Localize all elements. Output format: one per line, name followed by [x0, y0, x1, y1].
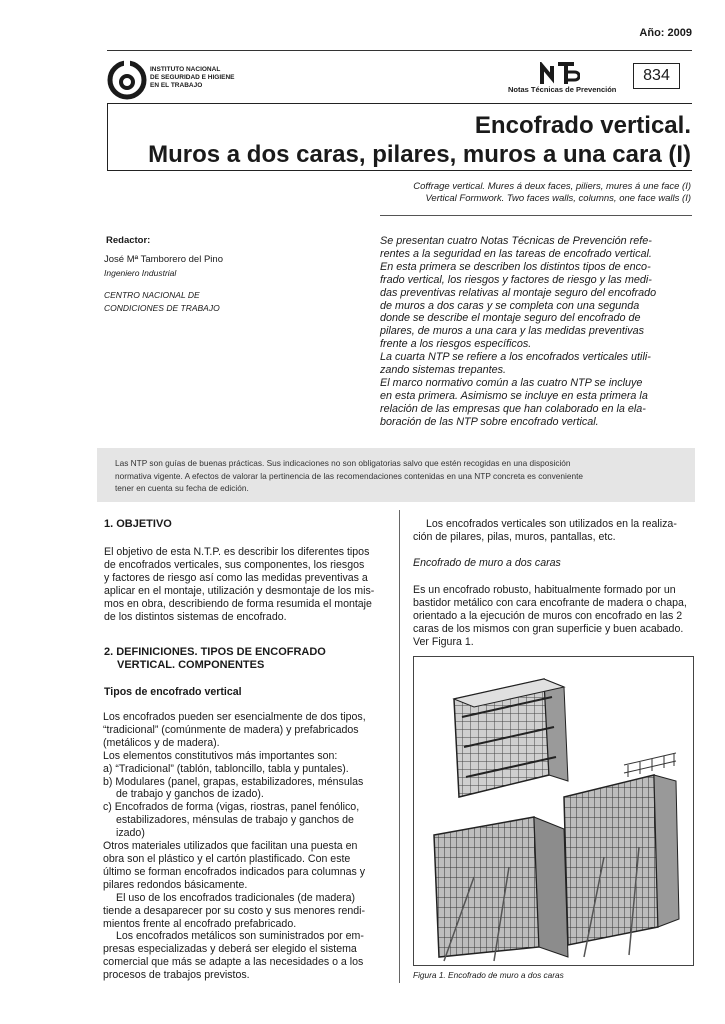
author-role: Ingeniero Industrial — [104, 268, 177, 278]
wall-formwork-subheading: Encofrado de muro a dos caras — [413, 557, 561, 569]
ntp-logo-icon — [540, 62, 580, 86]
abstract: Se presentan cuatro Notas Técnicas de Prevención refe- rentes a la seguridad en las tareas de encofrado vertical. En esta primera se describen los distintos tipos de enco- frado vertical, los riesgos y factores de riesgo y las medi- das preventivas relativas al montaje seguro del encofrado de muros a dos caras y se completa con una segunda donde se describe el montaje seguro del encofrado de pilares, de muros a una cara y las medidas preventivas frente a los riesgos específicos. La cuarta NTP se refiere a los encofrados verticales utili- zando sistemas trepantes. El marco normativo común a las cuatro NTP se incluye en esta primera. Asimismo se incluye en esta primera la relación de las empresas que han colaborado en la ela- boración de las NTP sobre encofrado vertical. — [380, 235, 657, 428]
section-2-heading: 2. DEFINICIONES. TIPOS DE ENCOFRADO VERTICAL. COMPONENTES — [104, 646, 326, 671]
institute-name: INSTITUTO NACIONAL DE SEGURIDAD E HIGIENE EN EL TRABAJO — [150, 66, 235, 89]
section-1-heading: 1. OBJETIVO — [104, 518, 172, 530]
right-intro: Los encofrados verticales son utilizados en la realiza- ción de pilares, pilas, muros, pantallas, etc. — [413, 518, 677, 543]
list-item: c) Encofrados de forma (vigas, riostras, panel fenólico, — [103, 801, 360, 814]
types-subheading: Tipos de encofrado vertical — [104, 686, 242, 698]
column-divider — [399, 510, 400, 983]
header-rule — [107, 50, 692, 51]
section-1-text: El objetivo de esta N.T.P. es describir los diferentes tipos de encofrados verticales, sus componentes, los riesgos y factores de riesgo así como las medidas preventivas a aplicar en el montaje, utilización y desmontaje de los mis- mos en obra, describiendo de forma resumida el montaje de los distintos sistemas de encofrado. — [104, 546, 375, 623]
disclaimer-notice: Las NTP son guías de buenas prácticas. Sus indicaciones no son obligatorias salvo que estén recogidas en una disposición normativa vigente. A efectos de valorar la pertinencia de las recomendaciones contenidas en una NTP concreta es conveniente tener en cuenta su fecha de edición. — [97, 448, 695, 502]
list-item: a) “Tradicional” (tablón, tabloncillo, tabla y puntales). — [103, 762, 349, 775]
ntp-label: Notas Técnicas de Prevención — [508, 85, 617, 94]
figure-1-caption: Figura 1. Encofrado de muro a dos caras — [413, 970, 564, 980]
section-2-body: Los encofrados pueden ser esencialmente de dos tipos, “tradicional” (comúnmente de madera) y prefabricados (metálicos y de madera). Los elementos constitutivos más importantes son: a) “Tradicional” (tablón, tabloncillo, tabla y puntales). b) Modulares (panel, grapas, estabilizadores, ménsulas de trabajo y ganchos de izado). c) Encofrados de forma (vigas, riostras, panel fenólico, estabilizadores, ménsulas de trabajo y ganchos de izado) Otros materiales utilizados que facilitan una puesta en obra son el plástico y el cartón plastificado. Con este último se forman encofrados indicados para columnas y pilares redondos básicamente. El uso de los encofrados tradicionales (de madera) tiende a desaparecer por su costo y sus menores rendi- mientos frente al encofrado prefabricado. Los encofrados metálicos son suministrados por em- presas especializadas y deberá ser elegido el sistema comercial que más se adapte a las necesidades o a los procesos de trabajos previstos. — [103, 711, 385, 982]
translated-titles: Coffrage vertical. Mures á deux faces, piliers, mures á une face (I) Vertical Formwork. Two faces walls, columns, one face walls (I) — [413, 181, 691, 204]
author-center: CENTRO NACIONAL DE CONDICIONES DE TRABAJO — [104, 290, 220, 313]
figure-1-frame — [413, 656, 694, 966]
ntp-number-box: 834 — [633, 63, 680, 89]
insht-logo-icon — [107, 60, 147, 100]
page-title: Encofrado vertical. Muros a dos caras, pilares, muros a una cara (I) — [148, 112, 691, 168]
author-name: José Mª Tamborero del Pino — [104, 254, 223, 265]
formwork-illustration — [414, 657, 693, 965]
subtitle-rule — [380, 215, 692, 216]
redactor-heading: Redactor: — [106, 235, 151, 246]
list-item: b) Modulares (panel, grapas, estabilizadores, ménsulas — [103, 775, 364, 788]
year-label: Año: 2009 — [639, 27, 692, 39]
wall-formwork-text: Es un encofrado robusto, habitualmente formado por un bastidor metálico con cara encofrante de madera o chapa, orientado a la ejecución de muros con encofrado en las 2 caras de los mismos con gran superficie y buen acabado. Ver Figura 1. — [413, 584, 687, 648]
